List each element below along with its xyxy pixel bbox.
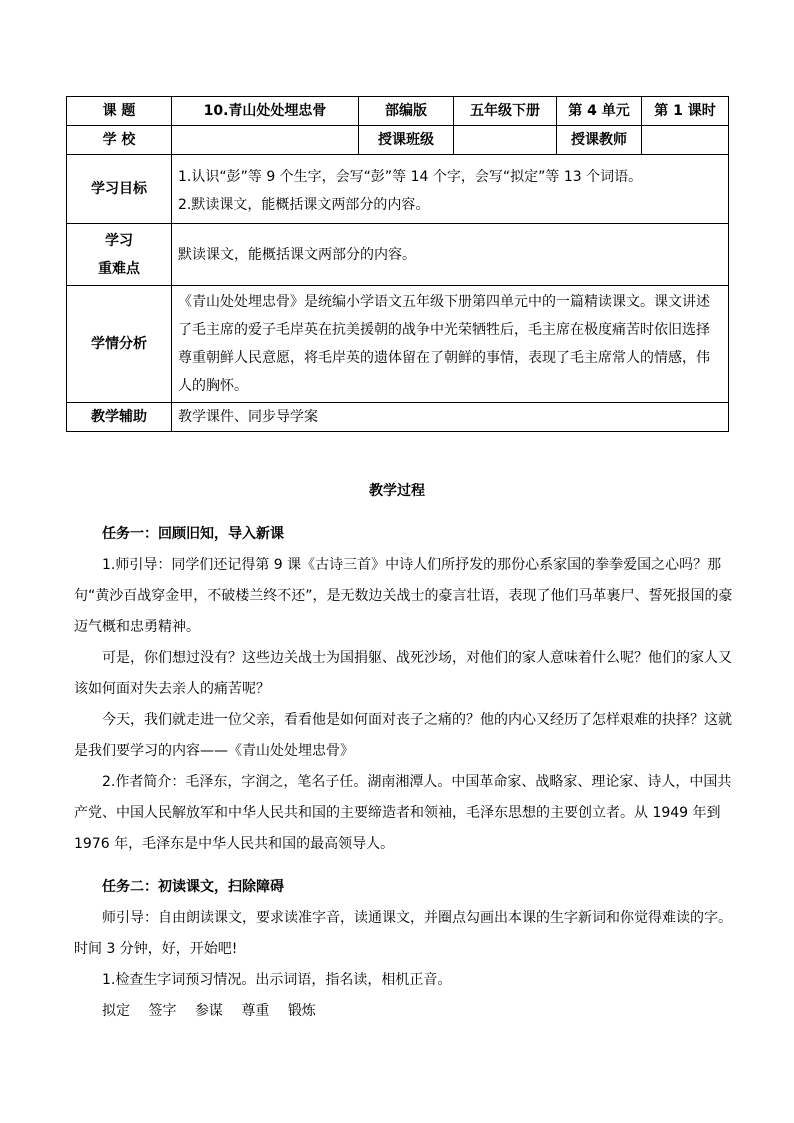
difficulty-label — [67, 224, 172, 286]
aids-content: 教学课件、同步导学案 — [172, 403, 729, 432]
analysis-content: 《青山处处埋忠骨》是统编小学语文五年级下册第四单元中的一篇精读课文。课文讲述了毛主席的爱子毛岸英在抗美援朝的战争中光荣牺牲后，毛主席在极度痛苦时依旧选择尊重朝鲜人民意愿，将毛岸英的遗体留在了朝鲜的事情，表现了毛主席常人的情感，伟人的胸怀。 — [172, 286, 729, 403]
task1-paragraph-2: 可是，你们想过没有？这些边关战士为国捐躯、战死沙场，对他们的家人意味着什么呢？他们的家人又该如何面对失去亲人的痛苦呢？ — [74, 650, 732, 697]
difficulty-content: 默读课文，能概括课文两部分的内容。 — [172, 224, 729, 286]
teacher-label: 授课教师 — [557, 126, 642, 155]
vocab-word: 签字 — [148, 1003, 177, 1019]
table-row-goals — [67, 155, 729, 224]
lesson-title: 10.青山处处埋忠骨 — [172, 97, 359, 126]
task1-paragraph-4: 2.作者简介：毛泽东，字润之，笔名子任。湖南湘潭人。中国革命家、战略家、理论家、诗人，中国共产党、中国人民解放军和中华人民共和国的主要缔造者和领袖，毛泽东思想的主要创立者。从 1949 年到 1976 年，毛泽东是中华人民共和国的最高领导人。 — [74, 774, 732, 852]
table-row-school — [67, 126, 729, 155]
table-row-title — [67, 97, 729, 126]
vocabulary-list — [74, 996, 738, 1027]
school-label: 学 校 — [67, 126, 172, 155]
school-value — [172, 126, 359, 155]
lesson-info-table — [66, 96, 729, 432]
class-value — [454, 126, 557, 155]
table-row-analysis — [67, 286, 729, 403]
grade: 五年级下册 — [454, 97, 557, 126]
table-row-aids — [67, 403, 729, 432]
unit: 第 4 单元 — [557, 97, 642, 126]
task1-heading: 任务一：回顾旧知，导入新课 — [102, 526, 284, 542]
task2-paragraph-1: 师引导：自由朗读课文，要求读准字音，读通课文，并圈点勾画出本课的生字新词和你觉得难读的字。时间 3 分钟，好，开始吧! — [74, 910, 732, 957]
class-label: 授课班级 — [359, 126, 454, 155]
goals-content — [172, 155, 729, 224]
topic-label: 课 题 — [67, 97, 172, 126]
goal-2: 2.默读课文，能概括课文两部分的内容。 — [178, 197, 430, 213]
vocab-word: 尊重 — [241, 1003, 270, 1019]
lesson-period: 第 1 课时 — [642, 97, 729, 126]
edition: 部编版 — [359, 97, 454, 126]
goals-label: 学习目标 — [67, 155, 172, 224]
task2-paragraph-2: 1.检查生字词预习情况。出示词语，指名读，相机正音。 — [102, 972, 452, 988]
difficulty-label-line2: 重难点 — [98, 260, 140, 277]
vocab-word: 拟定 — [102, 1003, 130, 1019]
difficulty-label-line1: 学习 — [105, 232, 133, 249]
vocab-word: 锻炼 — [287, 1003, 316, 1019]
task1-paragraph-1: 1.师引导：同学们还记得第 9 课《古诗三首》中诗人们所抒发的那份心系家国的拳拳爱国之心吗？那句“黄沙百战穿金甲，不破楼兰终不还”，是无数边关战士的豪言壮语，表现了他们马革裹尸、誓死报国的豪迈气概和忠勇精神。 — [74, 557, 733, 635]
aids-label: 教学辅助 — [67, 403, 172, 432]
task1-paragraph-3: 今天，我们就走进一位父亲，看看他是如何面对丧子之痛的？他的内心又经历了怎样艰难的抉择？这就是我们要学习的内容——《青山处处埋忠骨》 — [74, 712, 732, 759]
goal-1: 1.认识“彭”等 9 个生字，会写“彭”等 14 个字，会写“拟定”等 13 个词语。 — [178, 169, 643, 185]
analysis-label: 学情分析 — [67, 286, 172, 403]
table-row-difficulty — [67, 224, 729, 286]
task2-heading: 任务二：初读课文，扫除障碍 — [102, 879, 284, 895]
lesson-body — [74, 519, 738, 1027]
teacher-value — [642, 126, 729, 155]
process-title: 教学过程 — [369, 483, 425, 499]
vocab-word: 参谋 — [194, 1003, 223, 1019]
